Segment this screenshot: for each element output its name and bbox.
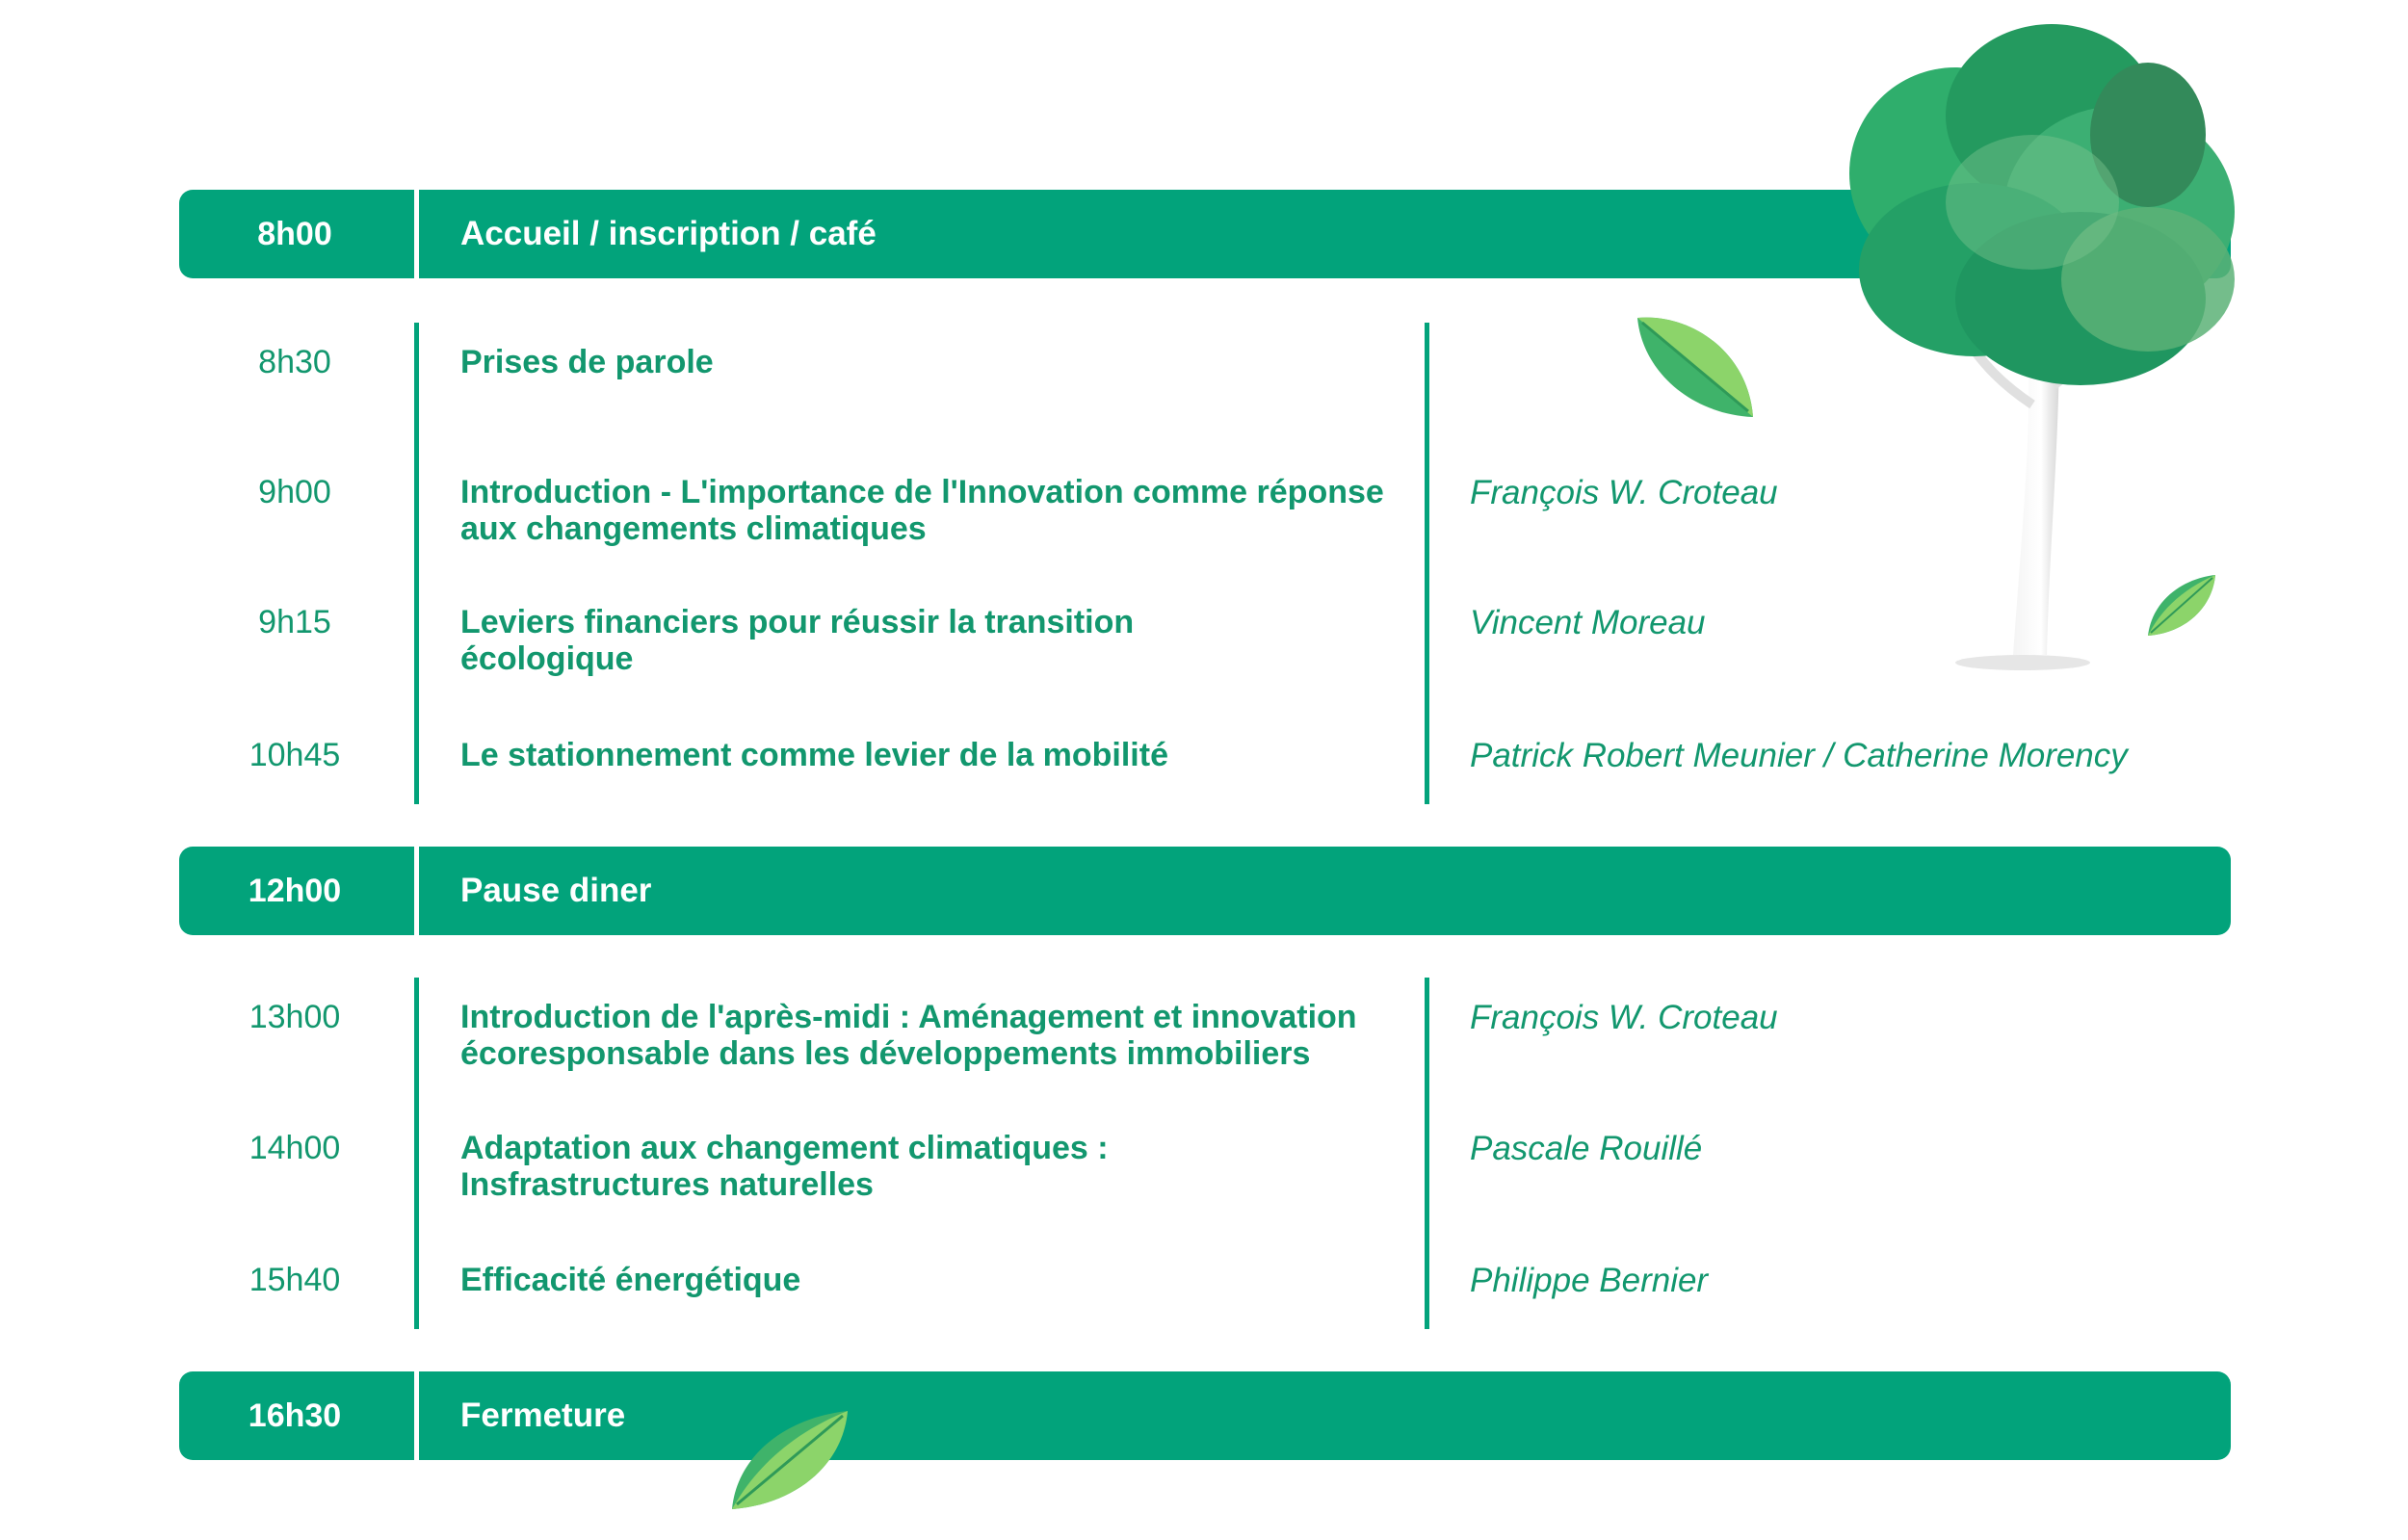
bar-label: Accueil / inscription / café xyxy=(460,215,877,252)
leaf-icon xyxy=(727,1408,852,1514)
session-title: Introduction - L'importance de l'Innovation comme réponse aux changements climatiques xyxy=(460,474,1384,547)
bar-time: 12h00 xyxy=(248,873,342,909)
session-speaker: Philippe Bernier xyxy=(1470,1262,1709,1299)
session-title: Adaptation aux changement climatiques : Insfrastructures naturelles xyxy=(460,1130,1109,1203)
bar-divider xyxy=(414,1371,419,1460)
time-column-divider xyxy=(414,323,419,804)
agenda-bar-pause xyxy=(179,847,2231,935)
session-speaker: François W. Croteau xyxy=(1470,999,1778,1036)
speaker-column-divider xyxy=(1425,978,1429,1329)
session-title: Leviers financiers pour réussir la transition écologique xyxy=(460,604,1135,677)
session-title: Prises de parole xyxy=(460,344,714,380)
session-speaker: Patrick Robert Meunier / Catherine Morency xyxy=(1470,737,2128,774)
leaf-icon xyxy=(1633,313,1758,424)
session-time: 15h40 xyxy=(249,1262,341,1298)
session-speaker: François W. Croteau xyxy=(1470,474,1778,511)
bar-divider xyxy=(414,847,419,935)
session-time: 8h30 xyxy=(258,344,331,380)
session-time: 10h45 xyxy=(249,737,341,773)
bar-label: Pause diner xyxy=(460,872,652,909)
leaf-icon xyxy=(2143,573,2220,640)
session-title: Introduction de l'après-midi : Aménagement et innovation écoresponsable dans les développements immobiliers xyxy=(460,999,1357,1072)
session-speaker: Pascale Rouillé xyxy=(1470,1130,1703,1167)
session-speaker: Vincent Moreau xyxy=(1470,604,1706,641)
bar-time: 8h00 xyxy=(257,216,332,252)
session-time: 13h00 xyxy=(249,999,341,1035)
session-time: 9h15 xyxy=(258,604,331,640)
session-title: Efficacité énergétique xyxy=(460,1262,801,1298)
session-time: 9h00 xyxy=(258,474,331,510)
agenda-bar-fermeture xyxy=(179,1371,2231,1460)
speaker-column-divider xyxy=(1425,323,1429,804)
bar-time: 16h30 xyxy=(248,1397,342,1434)
bar-label: Fermeture xyxy=(460,1396,626,1434)
bar-divider xyxy=(414,190,419,278)
session-title: Le stationnement comme levier de la mobilité xyxy=(460,737,1168,773)
time-column-divider xyxy=(414,978,419,1329)
session-time: 14h00 xyxy=(249,1130,341,1166)
afternoon-sessions xyxy=(179,978,2231,1329)
